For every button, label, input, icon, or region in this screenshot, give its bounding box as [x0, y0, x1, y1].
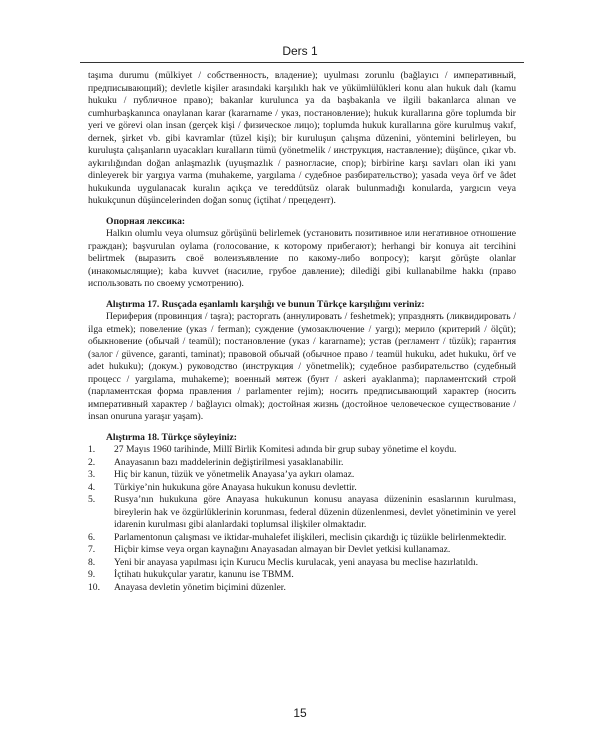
list-item-number: 9. [88, 569, 96, 580]
page-number: 15 [293, 706, 307, 720]
list-item [88, 544, 516, 557]
list-item-number: 8. [88, 556, 96, 568]
list-item-text: Hiçbir kimse veya organ kaynağını Anayasadan almayan bir Devlet yetkisi kullanamaz. [114, 544, 451, 555]
exercise-17-heading: Alıştırma 17. Rusçada eşanlamlı karşılığı ve bunun Türkçe karşılığını veriniz: [106, 298, 425, 310]
list-item-text: Rusya’nın hukukuna göre Anayasa hukukunun konusu anayasa düzeninin esaslarının kurulması, bireylerin hak ve özgürlüklerinin korunması, federal düzenin düzenlenmesi, devlet yönetiminin ve yerel idarenin kurulması gibi alanlardaki toplumsal ilişkiler olmaktadır. [114, 494, 516, 530]
intro-paragraph: taşıma durumu (mülkiyet / собственность, владение); uyulması zorunlu (bağlayıcı / императивный, предписывающий); devletle kişiler arasındaki karşılıklı hak ve yükümlülükleri konu alan hukuk dalı (kamu hukuku / публичное право); bakanlar kurulunca ya da başbakanla ve ilgili bakanlarca alınan ve cumhurbaşkanınca onaylanan karar (kararname / указ, постановление); hukuk kurallarına göre toplumda bir yeri ve görevi olan insan (gerçek kişi / физическое лицо); toplumda hukuk kurallarına göre kurulmuş vakıf, dernek, şirket vb. gibi kavramlar (tüzel kişi); bir kuruluşun çalışma düzenini, yöntemini belirleyen, bu kuruluşta çalışanların uyacakları kuralların tümü (yönetmelik / инструкция, наставление); düşünce, çıkar vb. aykırılığından doğan anlaşmazlık (uyuşmazlık / разногласие, спор); birbirine karşı savları olan iki yanı dinleyerek bir yargıya varma (muhakeme, yargılama / судебное разбирательство); yasada veya örf ve âdet hukukunda uygulanacak kuralın açıkça ve tereddütsüz olarak bulunmadığı konularda, yargıcın veya hukukçunun düşüncelerinden doğan sonuç (içtihat / прецедент). [88, 70, 516, 206]
list-item-number: 10. [88, 581, 100, 593]
list-item-number: 1. [88, 444, 96, 455]
exercise-18-list [88, 444, 516, 594]
list-item-text: Anayasanın bazı maddelerinin değiştirilmesi yasaklanabilir. [114, 456, 344, 468]
list-item-number: 5. [88, 494, 96, 505]
list-item-text: Hiç bir kanun, tüzük ve yönetmelik Anayasa’ya aykırı olamaz. [114, 469, 355, 480]
list-item [88, 582, 516, 595]
vocab-paragraph: Halkın olumlu veya olumsuz görüşünü belirlemek (установить позитивное или негативное отношение граждан); başvurulan oylama (голосование, к которому прибегают); herhangi bir konuya ait tercihini belirtmek (выразить своё волеизъявление по какому-либо вопросу); karşıt görüşte olanlar (инакомыслящие); kaba kuvvet (насилие, грубое давление); dilediği gibi kullanabilme hakkı (право использовать по своему усмотрению). [88, 228, 516, 289]
list-item-text: Türkiye’nin hukukuna göre Anayasa hukukun konusu devlettir. [114, 481, 357, 493]
list-item-text: Anayasa devletin yönetim biçimini düzenler. [114, 581, 286, 593]
list-item [88, 457, 516, 470]
list-item [88, 557, 516, 570]
header-rule [80, 62, 524, 63]
list-item [88, 444, 516, 457]
list-item-text: Yeni bir anayasa yapılması için Kurucu Meclis kurulacak, yeni anayasa bu meclise hazırlatıldı. [114, 556, 479, 568]
list-item-number: 2. [88, 456, 96, 468]
list-item [88, 482, 516, 495]
running-header: Ders 1 [282, 44, 318, 58]
list-item [88, 494, 516, 532]
list-item [88, 469, 516, 482]
list-item-number: 4. [88, 481, 96, 493]
list-item-number: 7. [88, 544, 96, 555]
list-item-text: 27 Mayıs 1960 tarihinde, Millî Birlik Komitesi adında bir grup subay yönetime el koydu. [114, 444, 457, 455]
page-body [88, 70, 516, 594]
list-item [88, 532, 516, 545]
list-item [88, 569, 516, 582]
exercise-18-heading: Alıştırma 18. Türkçe söyleyiniz: [106, 431, 237, 443]
list-item-text: İçtihatı hukukçular yaratır, kanunu ise TBMM. [114, 569, 294, 580]
list-item-text: Parlamentonun çalışması ve iktidar-muhalefet ilişkileri, meclisin çıkardığı iç tüzükle belirlenmektedir. [114, 531, 507, 543]
list-item-number: 6. [88, 531, 96, 543]
exercise-17-paragraph: Периферия (провинция / taşra); расторгать (аннулировать / feshetmek); упразднять (ликвидировать / ilga etmek); повеление (указ / ferman); суждение (умозаключение / yargı); мерило (критерий / ölçüt); обыкновение (обычай / teamül); постановление (указ / kararname); устав (регламент / tüzük); гарантия (залог / güvence, garanti, taminat); правовой обычай (обычное право / teamül hukuku, adet hukuku, örf ve adet hukuku); (докум.) руководство (инструкция / yönetmelik); судебное разбирательство (судебный процесс / yargılama, muhakeme); военный мятеж (бунт / askeri ayaklanma); парламентский строй (парламентская форма правления / parlamenter rejim); носить предписывающий характер (носить императивный характер / bağlayıcı olmak); достойная жизнь (достойное человеческое существование / insan onuruna yaraşır yaşam). [88, 311, 516, 422]
vocab-heading: Опорная лексика: [106, 215, 186, 227]
list-item-number: 3. [88, 469, 96, 480]
